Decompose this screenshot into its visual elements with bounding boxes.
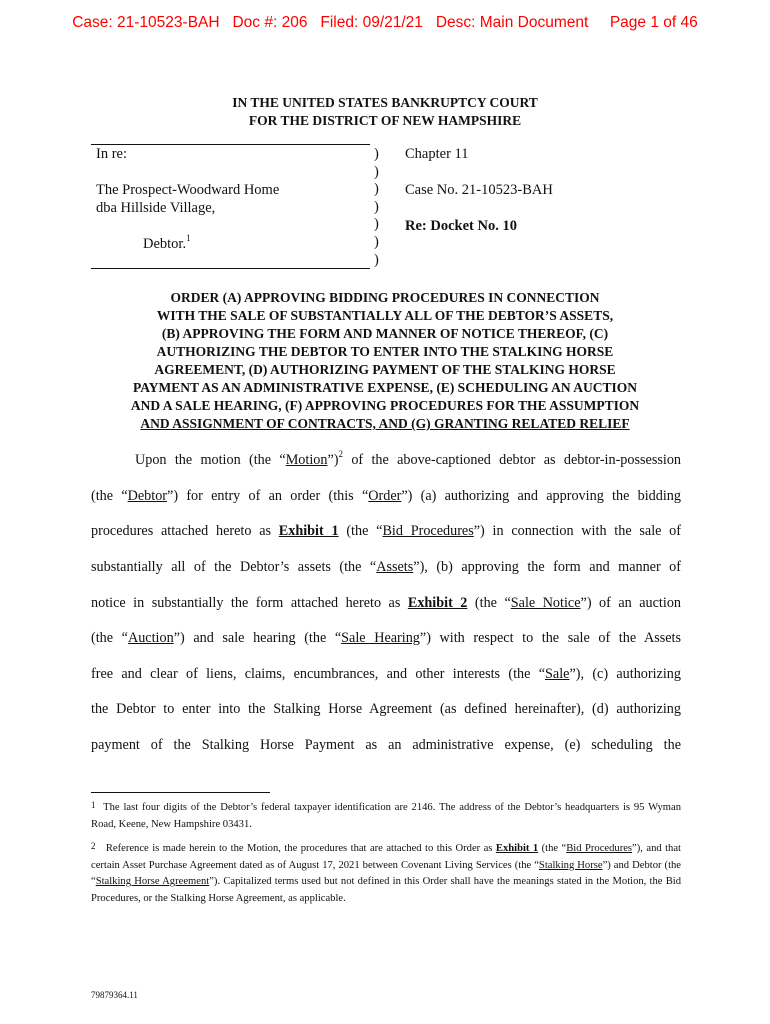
body-line: (the “Auction”) and sale hearing (the “Sale Hearing”) with respect to the sale of the Assets: [91, 630, 681, 646]
defined-term-assets: Assets: [376, 559, 414, 575]
footnote-1: $^1$ The last four digits of the Debtor’s federal taxpayer identification are 2146. The address of the Debtor’s headquarters is 95 Wyman Road, Keene, New Hampshire 03431.: [91, 800, 681, 830]
defined-term-debtor: Debtor: [127, 488, 168, 504]
order-title-line: AGREEMENT, (D) AUTHORIZING PAYMENT OF THE STALKING HORSE: [154, 362, 616, 377]
defined-term-stalking-horse: Stalking Horse: [538, 859, 603, 871]
defined-term-auction: Auction: [127, 630, 174, 646]
footnote-ref-1: 1: [186, 233, 191, 243]
exhibit-2-ref: Exhibit 2: [407, 595, 468, 611]
defined-term-stalking-horse-agreement: Stalking Horse Agreement: [95, 876, 210, 887]
caption-paren-column: ) ) ) ) ) ) ): [374, 146, 379, 268]
defined-term-sale-hearing: Sale Hearing: [341, 630, 420, 646]
order-title-line: AND A SALE HEARING, (F) APPROVING PROCEDURES FOR THE ASSUMPTION: [130, 398, 640, 413]
body-line: the Debtor to enter into the Stalking Horse Agreement (as defined hereinafter), (d) authorizing: [91, 701, 681, 717]
order-title-line-underlined: AND ASSIGNMENT OF CONTRACTS, AND (G) GRANTING RELATED RELIEF: [140, 416, 630, 431]
footnote-ref-2: 2: [338, 449, 343, 459]
document-number: 79879364.11: [91, 990, 138, 1000]
caption-dba: dba Hillside Village,: [96, 200, 216, 216]
order-title-line: PAYMENT AS AN ADMINISTRATIVE EXPENSE, (E) SCHEDULING AN AUCTION: [133, 380, 637, 395]
order-title-line: (B) APPROVING THE FORM AND MANNER OF NOTICE THEREOF, (C): [161, 326, 609, 341]
defined-term-order: Order: [368, 488, 402, 504]
defined-term-motion: Motion: [285, 452, 328, 468]
caption-debtor-label: Debtor.$^1$: [143, 233, 191, 252]
body-line: procedures attached hereto as Exhibit 1 (the “Bid Procedures”) in connection with the sale of: [91, 523, 682, 539]
exhibit-1-ref: Exhibit 1: [495, 843, 539, 854]
order-title-line: WITH THE SALE OF SUBSTANTIALLY ALL OF THE DEBTOR’S ASSETS,: [156, 308, 614, 323]
caption-case-number: Case No. 21-10523-BAH: [405, 182, 553, 198]
defined-term-bid-procedures: Bid Procedures: [382, 523, 474, 539]
footnote-1-number: 1: [91, 800, 96, 810]
footnote-2: $^2$ Reference is made herein to the Motion, the procedures that are attached to this Order as Exhibit 1 (the “Bid Procedures”), and that certain Asset Purchase Agreement dated as of August 17, 2021 between Covenant Living Services (the “Stalking Horse”) and Debtor (the “Stalking Horse Agreement”). Capitalized terms used but not defined in this Order shall have the meanings stated in the Motion, the Bid Procedures, or the Stalking Horse Agreement, as applicable.: [91, 841, 682, 904]
body-line: notice in substantially the form attached hereto as Exhibit 2 (the “Sale Notice”) of an auction: [91, 595, 682, 611]
court-name-line-1: IN THE UNITED STATES BANKRUPTCY COURT: [232, 95, 538, 110]
exhibit-1-ref: Exhibit 1: [278, 523, 339, 539]
defined-term-sale-notice: Sale Notice: [510, 595, 581, 611]
footnote-2-number: 2: [91, 841, 96, 851]
caption-chapter: Chapter 11: [405, 146, 469, 162]
court-name-line-2: FOR THE DISTRICT OF NEW HAMPSHIRE: [248, 113, 522, 128]
caption-bottom-rule: [91, 268, 370, 269]
defined-term-bid-procedures: Bid Procedures: [566, 843, 633, 854]
defined-term-sale: Sale: [545, 666, 570, 682]
body-line: substantially all of the Debtor’s assets (the “Assets”), (b) approving the form and manner of: [91, 559, 681, 575]
order-title-line: AUTHORIZING THE DEBTOR TO ENTER INTO THE STALKING HORSE: [156, 344, 614, 359]
caption-top-rule: [91, 144, 370, 145]
body-line: payment of the Stalking Horse Payment as an administrative expense, (e) scheduling the: [91, 737, 681, 753]
caption-debtor-name: The Prospect-Woodward Home: [96, 182, 280, 198]
caption-docket: Re: Docket No. 10: [405, 218, 517, 234]
body-line: (the “Debtor”) for entry of an order (this “Order”) (a) authorizing and approving the bidding: [91, 488, 681, 504]
caption-in-re: In re:: [96, 146, 127, 162]
order-title-line: ORDER (A) APPROVING BIDDING PROCEDURES IN CONNECTION: [170, 290, 600, 305]
body-line: Upon the motion (the “Motion”)$^2$ of the above-captioned debtor as debtor-in-possession: [135, 449, 682, 468]
body-line: free and clear of liens, claims, encumbrances, and other interests (the “Sale”), (c) authorizing: [91, 666, 681, 682]
footnote-separator: [91, 792, 270, 793]
ecf-filing-header: Case: 21-10523-BAH Doc #: 206 Filed: 09/21/21 Desc: Main Document Page 1 of 46: [72, 14, 698, 31]
